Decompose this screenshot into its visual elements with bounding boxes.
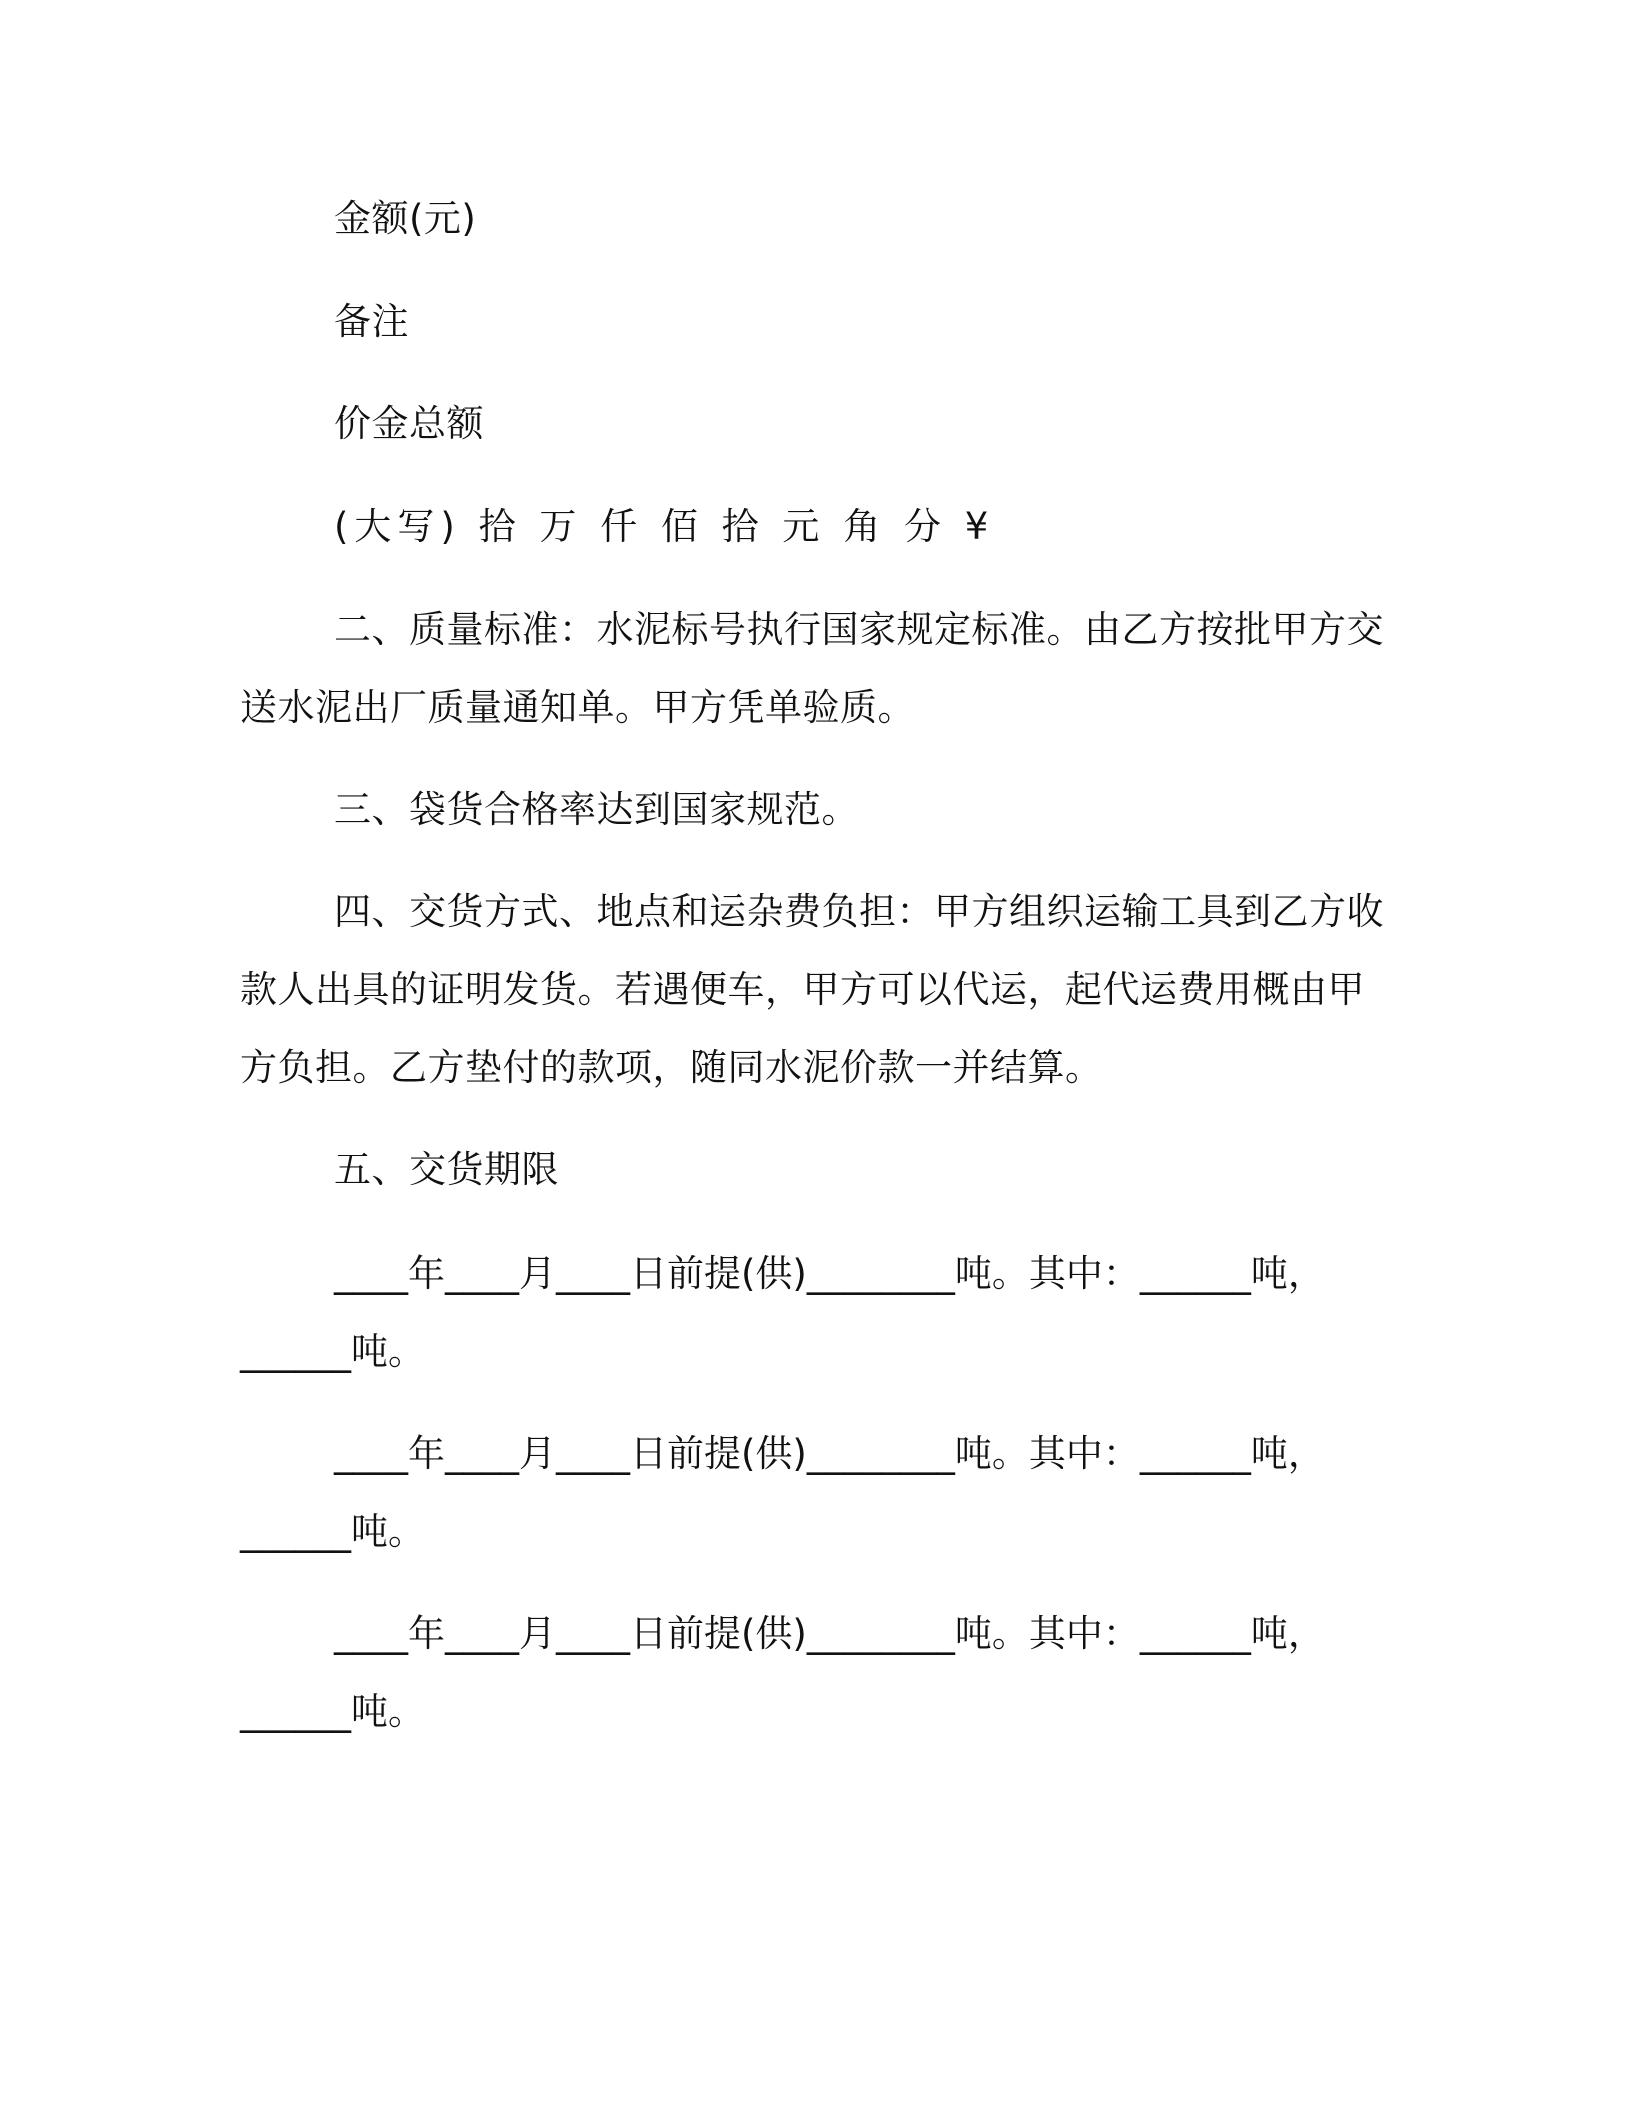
delivery-schedule-line-2-cont: ______吨。 <box>240 1510 425 1553</box>
pass-rate-clause: 三、袋货合格率达到国家规范。 <box>334 788 859 831</box>
delivery-deadline-heading: 五、交货期限 <box>334 1148 559 1191</box>
amount-label: 金额(元) <box>334 197 477 240</box>
delivery-schedule-line-3-cont: ______吨。 <box>240 1690 425 1733</box>
delivery-schedule-line-1: ____年____月____日前提(供)________吨。其中：______吨， <box>334 1252 1325 1295</box>
quality-standard-clause: 二、质量标准：水泥标号执行国家规定标准。由乙方按批甲方交 <box>334 608 1384 651</box>
delivery-method-clause-cont-2: 方负担。乙方垫付的款项，随同水泥价款一并结算。 <box>240 1046 1103 1089</box>
delivery-schedule-line-2: ____年____月____日前提(供)________吨。其中：______吨， <box>334 1432 1325 1475</box>
delivery-method-clause-cont-1: 款人出具的证明发货。若遇便车，甲方可以代运，起代运费用概由甲 <box>240 968 1365 1011</box>
delivery-method-clause: 四、交货方式、地点和运杂费负担：甲方组织运输工具到乙方收 <box>334 890 1384 933</box>
delivery-schedule-line-1-cont: ______吨。 <box>240 1330 425 1373</box>
capital-amount-line: (大写) 拾 万 仟 佰 拾 元 角 分 ¥ <box>334 505 995 548</box>
delivery-schedule-line-3: ____年____月____日前提(供)________吨。其中：______吨， <box>334 1612 1325 1655</box>
quality-standard-clause-cont: 送水泥出厂质量通知单。甲方凭单验质。 <box>240 686 915 729</box>
remarks-label: 备注 <box>334 300 409 343</box>
total-price-label: 价金总额 <box>334 402 484 445</box>
